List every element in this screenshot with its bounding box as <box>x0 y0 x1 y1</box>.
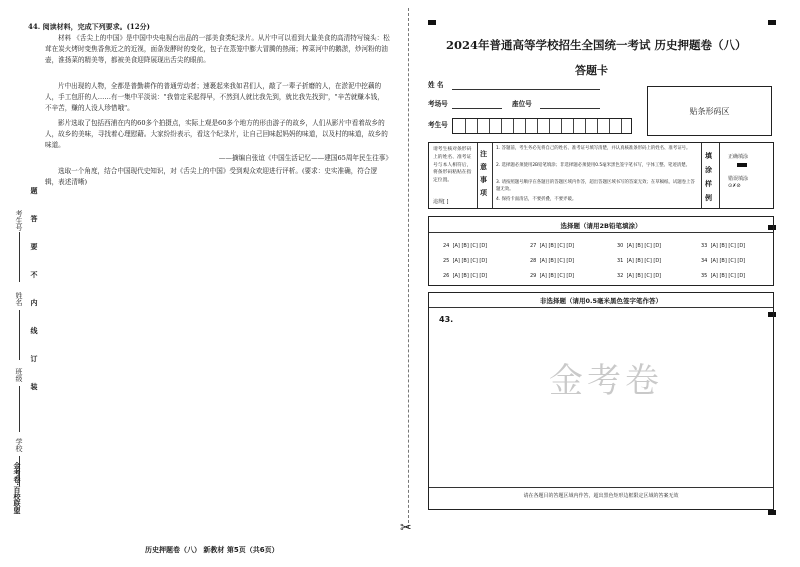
mc-column-2 <box>530 239 574 284</box>
fill-wrong-sample: ⊙✗⊘ <box>728 183 741 189</box>
name-field-label: 姓 名 <box>428 81 444 89</box>
mc-question[interactable]: 28 [A] [B] [C] [D] <box>530 258 575 264</box>
exam-room-label: 考场号 <box>428 100 448 108</box>
essay-answer-area[interactable] <box>435 325 767 485</box>
candidate-no-grid[interactable] <box>452 118 632 134</box>
class-label: 班级 <box>15 368 23 382</box>
mc-question[interactable]: 29 [A] [B] [C] [D] <box>530 273 575 279</box>
notice-left-text: 请考生核对条形码上的姓名、准考证号与本人相符后，将条形码粘贴在指定位置。 <box>433 147 472 184</box>
mc-column-3 <box>617 239 661 284</box>
school-label: 学校 <box>15 438 23 452</box>
union-label: 金考卷·百校联盟 <box>13 462 21 514</box>
left-page-footer: 历史押题卷（八） 新教材 第5页（共6页） <box>145 546 279 554</box>
mc-question[interactable]: 34 [A] [B] [C] [D] <box>701 258 746 264</box>
notice-box <box>428 142 774 209</box>
mc-question[interactable]: 26 [A] [B] [C] [D] <box>443 273 488 279</box>
notice-item-2: 2. 选择题必须使用2B铅笔填涂；非选择题必须使用0.5毫米黑色签字笔书写，字体工整、笔迹清楚。 <box>496 163 691 168</box>
fold-line <box>408 8 409 528</box>
essay-section-title: 非选择题（请用0.5毫米黑色签字笔作答） <box>539 297 662 305</box>
seal-char: 内 <box>30 299 38 306</box>
seal-char: 订 <box>30 355 38 362</box>
violation-box: 违规[ ] <box>433 199 449 205</box>
material-source: ——摘编自张谊《中国生活记忆——建国65周年民生往事》 <box>218 154 392 162</box>
seal-char: 答 <box>30 215 38 222</box>
class-line <box>19 386 20 432</box>
fill-sample-label: 填 涂 样 例 <box>705 152 712 202</box>
notice-item-4: 4. 保持卡面清洁，不要折叠，不要弄破。 <box>496 197 577 202</box>
name-field[interactable] <box>452 89 600 90</box>
notice-item-1: 1. 答题前，考生务必先将自己的姓名、准考证号填写清楚，并认真核准条形码上的姓名、准考证号。 <box>496 146 691 151</box>
mc-question[interactable]: 31 [A] [B] [C] [D] <box>617 258 662 264</box>
mc-question[interactable]: 32 [A] [B] [C] [D] <box>617 273 662 279</box>
seat-no-field[interactable] <box>540 108 600 109</box>
seal-char: 不 <box>30 271 38 278</box>
exam-no-line <box>19 232 20 282</box>
material-paragraph-3: 影片选取了包括西浦在内的60多个拍摄点，实际上观是60多个地方的形由游子的故乡，人们从影片中看着故乡的人，故乡的美味，寻找着心理慰藉。大家纷纷表示，看这个纪录片，让自己回味起妈妈的味道，以及村的味道，故乡的味道。 <box>45 119 388 149</box>
mc-question[interactable]: 27 [A] [B] [C] [D] <box>530 243 575 249</box>
answer-sheet-subtitle: 答题卡 <box>575 64 608 77</box>
essay-question-number: 43. <box>439 315 454 324</box>
essay-footer-note: 请在各题目的答题区域内作答，超出黑色矩形边框限定区域的答案无效 <box>523 493 679 499</box>
scissors-icon: ✂ <box>400 520 412 536</box>
seal-char: 线 <box>30 327 38 334</box>
reg-mark <box>768 510 776 515</box>
seal-line <box>28 185 42 475</box>
reg-mark <box>768 20 776 25</box>
mc-question[interactable]: 30 [A] [B] [C] [D] <box>617 243 662 249</box>
mc-question[interactable]: 33 [A] [B] [C] [D] <box>701 243 746 249</box>
essay-section <box>428 292 774 510</box>
question-title: 44. 阅读材料，完成下列要求。(12分) <box>28 22 150 31</box>
fill-correct-sample <box>737 163 747 167</box>
name-line <box>19 310 20 360</box>
watermark: 金考卷 <box>549 361 663 401</box>
mc-column-4 <box>701 239 745 284</box>
mc-question[interactable]: 35 [A] [B] [C] [D] <box>701 273 746 279</box>
seal-char: 装 <box>30 383 38 390</box>
candidate-no-label: 考生号 <box>428 121 448 129</box>
exam-room-field[interactable] <box>452 108 502 109</box>
exam-no-label: 考生号 <box>15 210 23 231</box>
material-paragraph-2: 片中出现的人物，全都是普勤耕作的普通劳动者；速裹起来我如君们人，敲了一辈子折磨的人，在淤泥中挖藕的人，手工包肝的人……有一集中平淡说："我曾定采起得早，不然到人就比我先到，就比我先找到"，"辛苦就赚本钱，不辛苦，赚的人没人珍惜哦"。 <box>45 82 384 112</box>
question-prompt: 选取一个角度，结合中国现代史知识，对《舌尖上的中国》受到观众欢迎进行评析。(要求：史实准确，符合逻辑，表述清晰) <box>45 167 378 186</box>
mc-section <box>428 216 774 286</box>
barcode-area <box>647 86 772 136</box>
mc-question[interactable]: 25 [A] [B] [C] [D] <box>443 258 488 264</box>
fill-correct-label: 正确填涂 <box>728 154 749 160</box>
mc-column-1 <box>443 239 487 284</box>
material-paragraph-1: 材料 《舌尖上的中国》是中国中央电视台出品的一部美食类纪录片。从片中可以看到大量美食的高清特写镜头：松茸在炭火烤时变焦香焦近之的近视，面条发酵时的变化，包子在蒸笼中膨大冒腾的热雨；榨菜河中的鹅淤，炒河粉的油壶，淮扬菜的精美等，都被美食迎降展现出舌尖的眼前。 <box>45 34 390 64</box>
notice-label: 注 意 事 项 <box>480 150 487 197</box>
barcode-area-label: 贴条形码区 <box>689 106 730 116</box>
seal-char: 题 <box>30 187 38 194</box>
mc-section-title: 选择题（请用2B铅笔填涂） <box>560 222 642 230</box>
name-label: 姓名 <box>15 292 23 306</box>
seal-char: 要 <box>30 243 38 250</box>
fill-wrong-label: 错误填涂 <box>728 176 749 182</box>
reg-mark <box>428 20 436 25</box>
seat-no-label: 座位号 <box>512 100 532 108</box>
answer-sheet-title: 2024年普通高等学校招生全国统一考试 历史押题卷（八） <box>446 38 747 52</box>
notice-item-3: 3. 请按照题号顺序在各题目的答题区域内作答，超出答题区域书写的答案无效；在草稿纸、试题卷上答题无效。 <box>496 180 695 192</box>
mc-question[interactable]: 24 [A] [B] [C] [D] <box>443 243 488 249</box>
